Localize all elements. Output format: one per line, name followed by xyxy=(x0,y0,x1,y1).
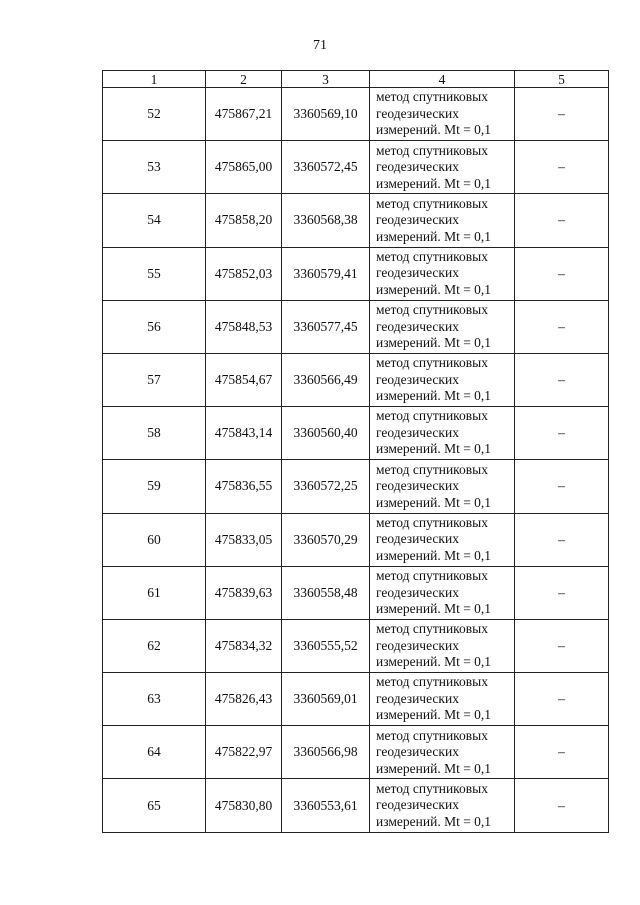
method-cell xyxy=(370,407,515,460)
note-cell: – xyxy=(515,141,609,194)
point-number-cell: 56 xyxy=(103,300,206,353)
method-line: геодезических xyxy=(376,690,459,706)
note-cell: – xyxy=(515,513,609,566)
method-cell xyxy=(370,247,515,300)
method-line: метод спутниковых xyxy=(376,568,488,584)
method-cell xyxy=(370,726,515,779)
table-row xyxy=(103,247,609,300)
method-line: измерений. Mt = 0,1 xyxy=(376,281,492,297)
method-line: измерений. Mt = 0,1 xyxy=(376,494,492,510)
x-coordinate-cell: 475848,53 xyxy=(206,300,282,353)
method-line: измерений. Mt = 0,1 xyxy=(376,654,492,670)
x-coordinate-cell: 475830,80 xyxy=(206,779,282,832)
x-coordinate-cell: 475834,32 xyxy=(206,619,282,672)
point-number-cell: 60 xyxy=(103,513,206,566)
column-header: 1 xyxy=(103,71,206,88)
table-row xyxy=(103,407,609,460)
method-line: метод спутниковых xyxy=(376,514,488,530)
table-row xyxy=(103,779,609,832)
method-line: геодезических xyxy=(376,159,459,175)
method-line: метод спутниковых xyxy=(376,89,488,105)
method-cell xyxy=(370,566,515,619)
x-coordinate-cell: 475858,20 xyxy=(206,194,282,247)
note-cell: – xyxy=(515,566,609,619)
method-cell xyxy=(370,460,515,513)
method-line: метод спутниковых xyxy=(376,621,488,637)
column-header: 2 xyxy=(206,71,282,88)
method-line: измерений. Mt = 0,1 xyxy=(376,175,492,191)
method-line: измерений. Mt = 0,1 xyxy=(376,601,492,617)
method-line: метод спутниковых xyxy=(376,674,488,690)
point-number-cell: 52 xyxy=(103,88,206,141)
method-line: геодезических xyxy=(376,797,459,813)
method-line: измерений. Mt = 0,1 xyxy=(376,388,492,404)
method-line: метод спутниковых xyxy=(376,248,488,264)
point-number-cell: 65 xyxy=(103,779,206,832)
method-cell xyxy=(370,513,515,566)
y-coordinate-cell: 3360566,49 xyxy=(282,353,370,406)
method-line: метод спутниковых xyxy=(376,408,488,424)
table-row xyxy=(103,141,609,194)
method-line: измерений. Mt = 0,1 xyxy=(376,122,492,138)
y-coordinate-cell: 3360579,41 xyxy=(282,247,370,300)
y-coordinate-cell: 3360560,40 xyxy=(282,407,370,460)
method-line: измерений. Mt = 0,1 xyxy=(376,707,492,723)
point-number-cell: 62 xyxy=(103,619,206,672)
note-cell: – xyxy=(515,619,609,672)
method-line: геодезических xyxy=(376,531,459,547)
method-line: измерений. Mt = 0,1 xyxy=(376,760,492,776)
method-line: метод спутниковых xyxy=(376,780,488,796)
method-line: измерений. Mt = 0,1 xyxy=(376,547,492,563)
method-line: геодезических xyxy=(376,265,459,281)
method-line: геодезических xyxy=(376,318,459,334)
header-row xyxy=(103,71,609,88)
note-cell: – xyxy=(515,726,609,779)
x-coordinate-cell: 475843,14 xyxy=(206,407,282,460)
column-header: 5 xyxy=(515,71,609,88)
y-coordinate-cell: 3360568,38 xyxy=(282,194,370,247)
method-line: метод спутниковых xyxy=(376,302,488,318)
x-coordinate-cell: 475854,67 xyxy=(206,353,282,406)
table-row xyxy=(103,88,609,141)
method-cell xyxy=(370,194,515,247)
y-coordinate-cell: 3360577,45 xyxy=(282,300,370,353)
method-line: метод спутниковых xyxy=(376,142,488,158)
note-cell: – xyxy=(515,407,609,460)
table-row xyxy=(103,300,609,353)
note-cell: – xyxy=(515,194,609,247)
table-row xyxy=(103,513,609,566)
method-line: измерений. Mt = 0,1 xyxy=(376,441,492,457)
point-number-cell: 57 xyxy=(103,353,206,406)
method-cell xyxy=(370,619,515,672)
method-cell xyxy=(370,353,515,406)
method-line: геодезических xyxy=(376,371,459,387)
table-row xyxy=(103,566,609,619)
point-number-cell: 59 xyxy=(103,460,206,513)
note-cell: – xyxy=(515,88,609,141)
y-coordinate-cell: 3360570,29 xyxy=(282,513,370,566)
point-number-cell: 61 xyxy=(103,566,206,619)
table-row xyxy=(103,726,609,779)
point-number-cell: 64 xyxy=(103,726,206,779)
y-coordinate-cell: 3360572,25 xyxy=(282,460,370,513)
point-number-cell: 58 xyxy=(103,407,206,460)
method-line: измерений. Mt = 0,1 xyxy=(376,335,492,351)
table-row xyxy=(103,460,609,513)
y-coordinate-cell: 3360566,98 xyxy=(282,726,370,779)
y-coordinate-cell: 3360569,01 xyxy=(282,673,370,726)
method-line: геодезических xyxy=(376,744,459,760)
note-cell: – xyxy=(515,673,609,726)
point-number-cell: 55 xyxy=(103,247,206,300)
method-line: геодезических xyxy=(376,584,459,600)
method-cell xyxy=(370,779,515,832)
column-header: 4 xyxy=(370,71,515,88)
y-coordinate-cell: 3360555,52 xyxy=(282,619,370,672)
note-cell: – xyxy=(515,353,609,406)
x-coordinate-cell: 475852,03 xyxy=(206,247,282,300)
note-cell: – xyxy=(515,247,609,300)
method-line: метод спутниковых xyxy=(376,195,488,211)
method-cell xyxy=(370,141,515,194)
method-line: геодезических xyxy=(376,478,459,494)
method-line: измерений. Mt = 0,1 xyxy=(376,228,492,244)
note-cell: – xyxy=(515,779,609,832)
method-line: геодезических xyxy=(376,424,459,440)
point-number-cell: 53 xyxy=(103,141,206,194)
column-header: 3 xyxy=(282,71,370,88)
point-number-cell: 54 xyxy=(103,194,206,247)
x-coordinate-cell: 475865,00 xyxy=(206,141,282,194)
y-coordinate-cell: 3360569,10 xyxy=(282,88,370,141)
x-coordinate-cell: 475833,05 xyxy=(206,513,282,566)
method-line: геодезических xyxy=(376,637,459,653)
table-row xyxy=(103,194,609,247)
method-line: метод спутниковых xyxy=(376,355,488,371)
x-coordinate-cell: 475822,97 xyxy=(206,726,282,779)
method-cell xyxy=(370,673,515,726)
x-coordinate-cell: 475826,43 xyxy=(206,673,282,726)
table-row xyxy=(103,673,609,726)
coordinates-table xyxy=(102,70,609,833)
table-row xyxy=(103,619,609,672)
x-coordinate-cell: 475836,55 xyxy=(206,460,282,513)
method-line: измерений. Mt = 0,1 xyxy=(376,813,492,829)
method-line: геодезических xyxy=(376,212,459,228)
table-row xyxy=(103,353,609,406)
x-coordinate-cell: 475867,21 xyxy=(206,88,282,141)
y-coordinate-cell: 3360572,45 xyxy=(282,141,370,194)
y-coordinate-cell: 3360553,61 xyxy=(282,779,370,832)
method-cell xyxy=(370,88,515,141)
y-coordinate-cell: 3360558,48 xyxy=(282,566,370,619)
note-cell: – xyxy=(515,460,609,513)
method-line: геодезических xyxy=(376,105,459,121)
x-coordinate-cell: 475839,63 xyxy=(206,566,282,619)
point-number-cell: 63 xyxy=(103,673,206,726)
note-cell: – xyxy=(515,300,609,353)
method-line: метод спутниковых xyxy=(376,461,488,477)
page-number: 71 xyxy=(313,38,327,53)
method-cell xyxy=(370,300,515,353)
method-line: метод спутниковых xyxy=(376,727,488,743)
